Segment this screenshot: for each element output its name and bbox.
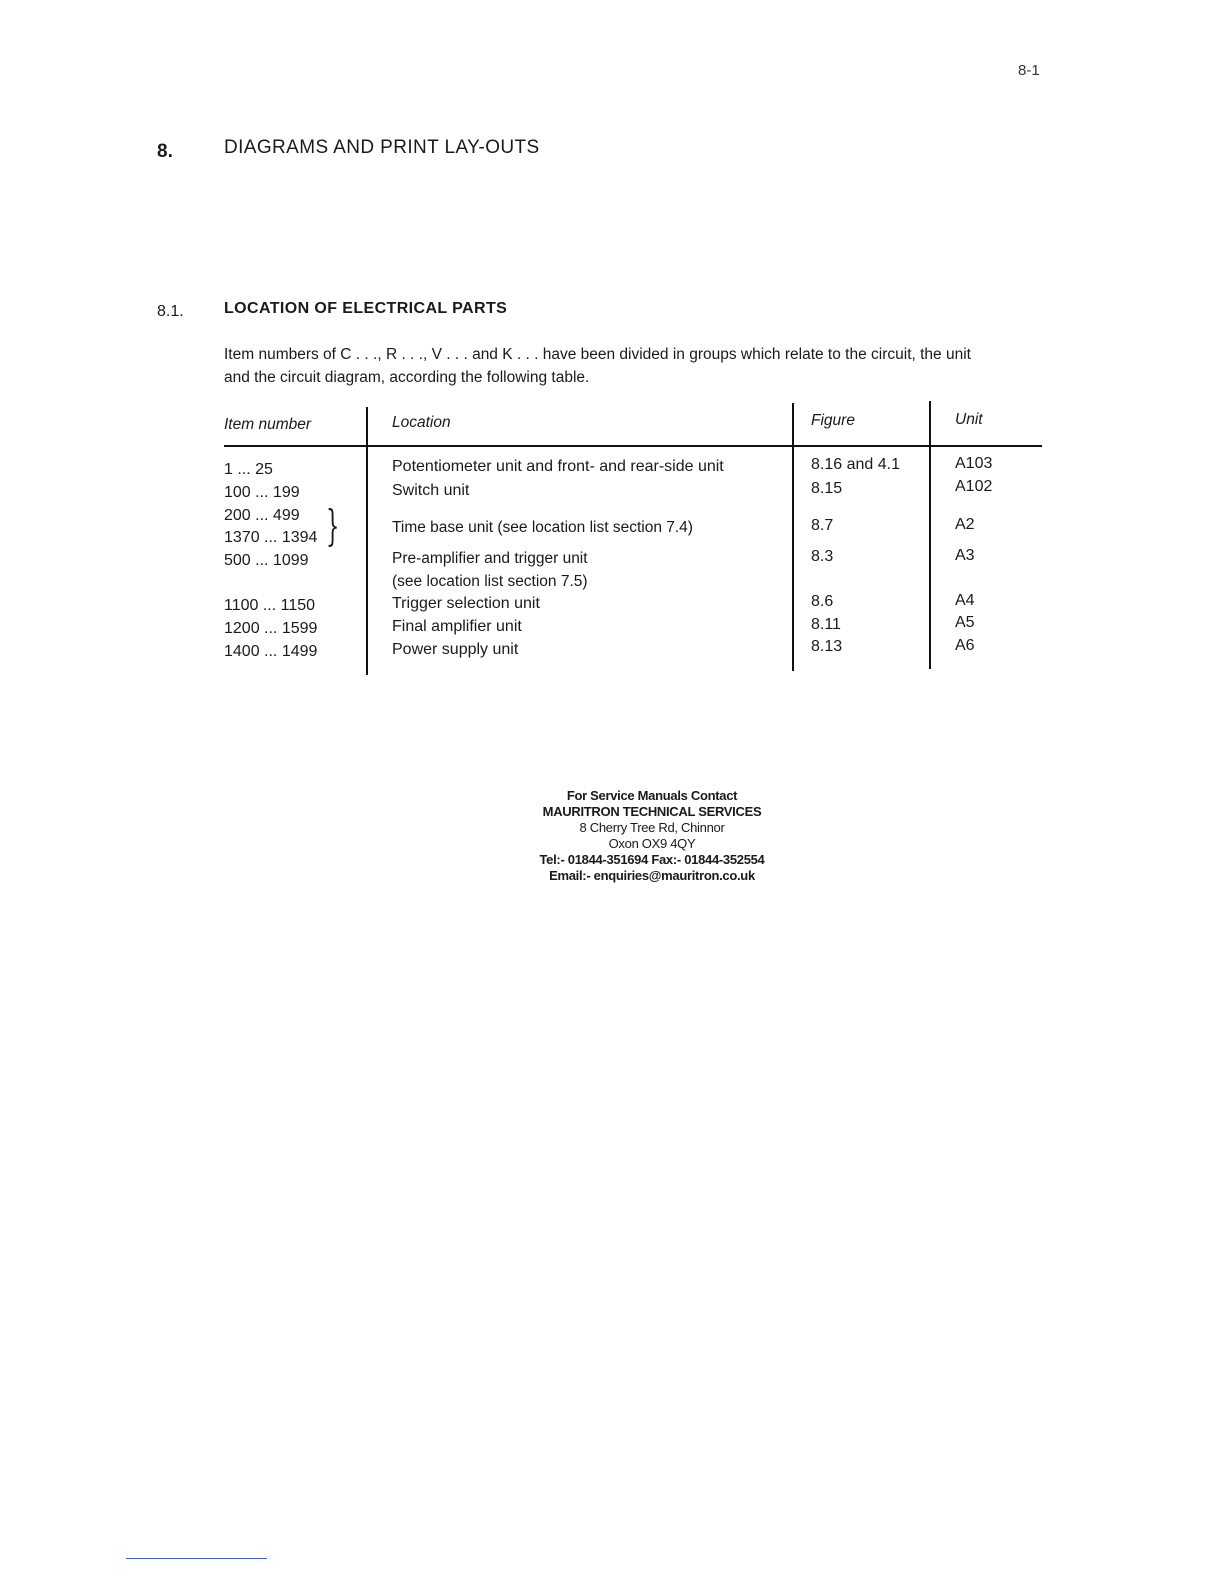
table-cell-unit: A5 (955, 614, 975, 631)
table-cell-location-note: (see location list section 7.5) (392, 573, 588, 590)
table-cell-unit: A102 (955, 478, 993, 495)
intro-paragraph (224, 343, 1054, 389)
table-cell-item: 1100 ... 1150 (224, 597, 316, 614)
table-cell-item: 100 ... 199 (224, 484, 300, 501)
intro-line: Item numbers of C . . ., R . . ., V . . . and K . . . have been divided in groups which relate to the circuit, the unit (224, 346, 971, 363)
contact-company: MAURITRON TECHNICAL SERVICES (542, 804, 762, 819)
table-cell-figure: 8.7 (811, 517, 834, 534)
table-cell-unit: A103 (955, 455, 993, 472)
table-cell-unit: A3 (955, 547, 975, 564)
table-cell-figure: 8.3 (811, 548, 834, 565)
intro-line: and the circuit diagram, according the following table. (224, 369, 590, 386)
table-cell-figure: 8.15 (811, 480, 843, 497)
header-figure: Figure (811, 412, 855, 429)
header-unit: Unit (955, 411, 983, 428)
footer-rule (126, 1558, 267, 1559)
table-cell-item: 200 ... 499 (224, 507, 300, 524)
contact-email: Email:- enquiries@mauritron.co.uk (549, 868, 755, 883)
subsection-number: 8.1. (157, 303, 184, 320)
contact-address: Oxon OX9 4QY (608, 836, 696, 851)
table-cell-unit: A2 (955, 516, 975, 533)
table-cell-item: 1370 ... 1394 (224, 529, 318, 546)
section-title: DIAGRAMS AND PRINT LAY-OUTS (224, 137, 540, 158)
contact-phone: Tel:- 01844-351694 Fax:- 01844-352554 (539, 852, 765, 867)
table-cell-location: Time base unit (see location list section 7.4) (392, 519, 693, 536)
header-rule (224, 445, 1042, 447)
table-cell-item: 500 ... 1099 (224, 552, 309, 569)
contact-block (452, 788, 852, 884)
header-location: Location (392, 414, 451, 431)
table-cell-location: Power supply unit (392, 641, 519, 658)
contact-heading: For Service Manuals Contact (566, 788, 738, 803)
contact-address: 8 Cherry Tree Rd, Chinnor (579, 820, 725, 835)
table-cell-location: Final amplifier unit (392, 618, 522, 635)
column-divider (792, 403, 794, 671)
page-number: 8-1 (1018, 62, 1040, 79)
table-cell-figure: 8.16 and 4.1 (811, 456, 900, 473)
table-cell-unit: A4 (955, 592, 975, 609)
table-cell-location: Pre-amplifier and trigger unit (392, 550, 588, 567)
table-cell-figure: 8.6 (811, 593, 834, 610)
table-cell-figure: 8.11 (811, 616, 841, 633)
table-cell-item: 1400 ... 1499 (224, 643, 318, 660)
table-cell-location: Trigger selection unit (392, 595, 540, 612)
bracket-symbol: } (326, 501, 340, 550)
subsection-title: LOCATION OF ELECTRICAL PARTS (224, 300, 508, 317)
table-cell-unit: A6 (955, 637, 975, 654)
table-cell-location: Switch unit (392, 482, 470, 499)
table-cell-location: Potentiometer unit and front- and rear-side unit (392, 458, 724, 475)
section-number: 8. (157, 141, 173, 162)
header-item-number: Item number (224, 416, 312, 433)
column-divider (929, 401, 931, 669)
table-cell-item: 1200 ... 1599 (224, 620, 318, 637)
table-cell-figure: 8.13 (811, 638, 843, 655)
column-divider (366, 407, 368, 675)
table-cell-item: 1 ... 25 (224, 461, 273, 478)
